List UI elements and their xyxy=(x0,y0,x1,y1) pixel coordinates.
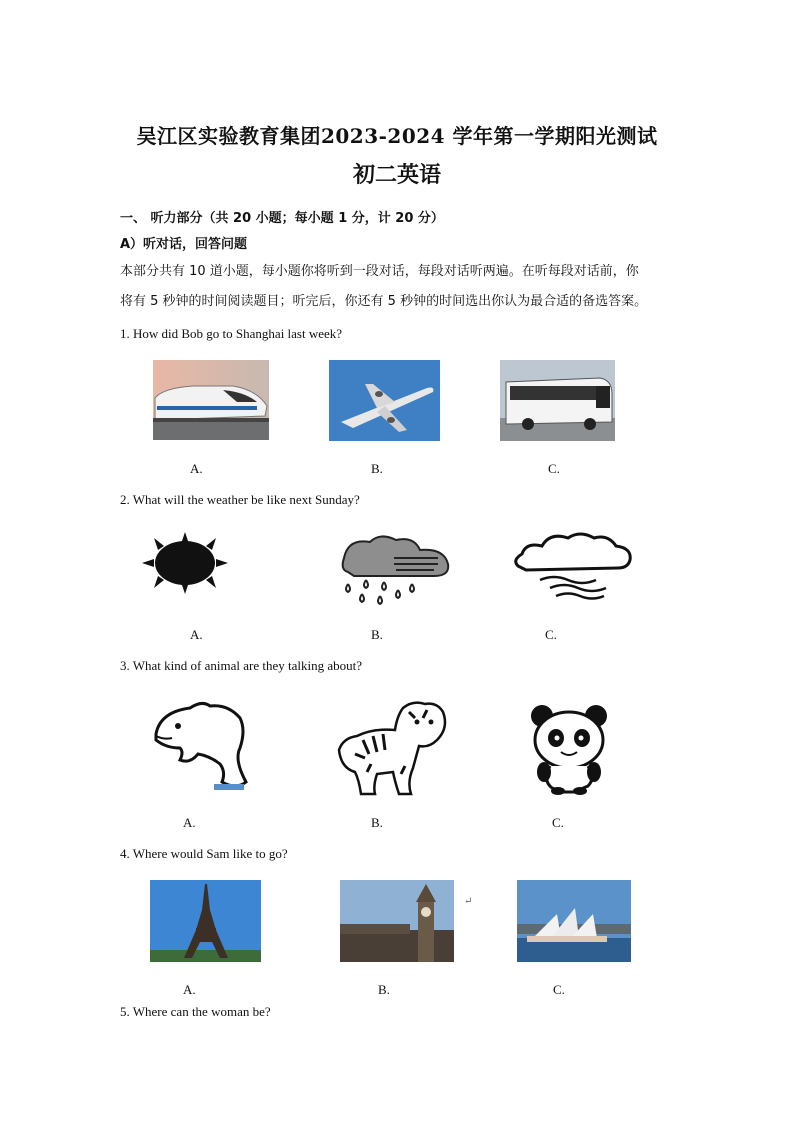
q1-option-b-label: B. xyxy=(371,461,383,476)
sun-icon xyxy=(140,530,230,596)
q2-option-c-label: C. xyxy=(545,627,557,642)
question-1: 1. How did Bob go to Shanghai last week? xyxy=(120,326,343,341)
q3-option-c-label: C. xyxy=(552,815,564,830)
instructions xyxy=(120,257,680,317)
q2-option-a-label: A. xyxy=(190,627,203,642)
q3-option-a-label: A. xyxy=(183,815,196,830)
exam-title: 吴江区实验教育集团2023-2024 学年第一学期阳光测试 xyxy=(136,124,658,148)
dolphin-icon xyxy=(150,698,256,796)
train-icon xyxy=(153,360,269,440)
eiffel-tower-icon xyxy=(150,880,261,962)
q2-option-b-label: B. xyxy=(371,627,383,642)
panda-icon xyxy=(528,700,610,796)
airplane-icon xyxy=(329,360,440,441)
paragraph-mark-icon: ↵ xyxy=(464,896,473,907)
instructions-line-1: 本部分共有 10 道小题，每小题你将听到一段对话，每段对话听两遍。在听每段对话前，你 xyxy=(120,264,639,279)
windy-cloud-icon xyxy=(510,530,634,600)
part-a-heading: A）听对话，回答问题 xyxy=(120,237,248,252)
q1-option-c-label: C. xyxy=(548,461,560,476)
rain-cloud-icon xyxy=(334,530,452,608)
big-ben-icon xyxy=(340,880,454,962)
sydney-opera-house-icon xyxy=(517,880,631,962)
bus-icon xyxy=(500,360,615,441)
question-5: 5. Where can the woman be? xyxy=(120,1004,271,1019)
exam-subject: 初二英语 xyxy=(352,162,441,188)
section-listening-heading: 一、 听力部分（共 20 小题；每小题 1 分，计 20 分） xyxy=(120,211,444,226)
q1-option-a-label: A. xyxy=(190,461,203,476)
question-4: 4. Where would Sam like to go? xyxy=(120,846,288,861)
q4-option-b-label: B. xyxy=(378,982,390,997)
question-2: 2. What will the weather be like next Sunday? xyxy=(120,492,360,507)
tiger-icon xyxy=(333,698,449,798)
instructions-line-2: 将有 5 秒钟的时间阅读题目；听完后，你还有 5 秒钟的时间选出你认为最合适的备选答案。 xyxy=(120,294,648,309)
q4-option-c-label: C. xyxy=(553,982,565,997)
q3-option-b-label: B. xyxy=(371,815,383,830)
question-3: 3. What kind of animal are they talking about? xyxy=(120,658,362,673)
q4-option-a-label: A. xyxy=(183,982,196,997)
